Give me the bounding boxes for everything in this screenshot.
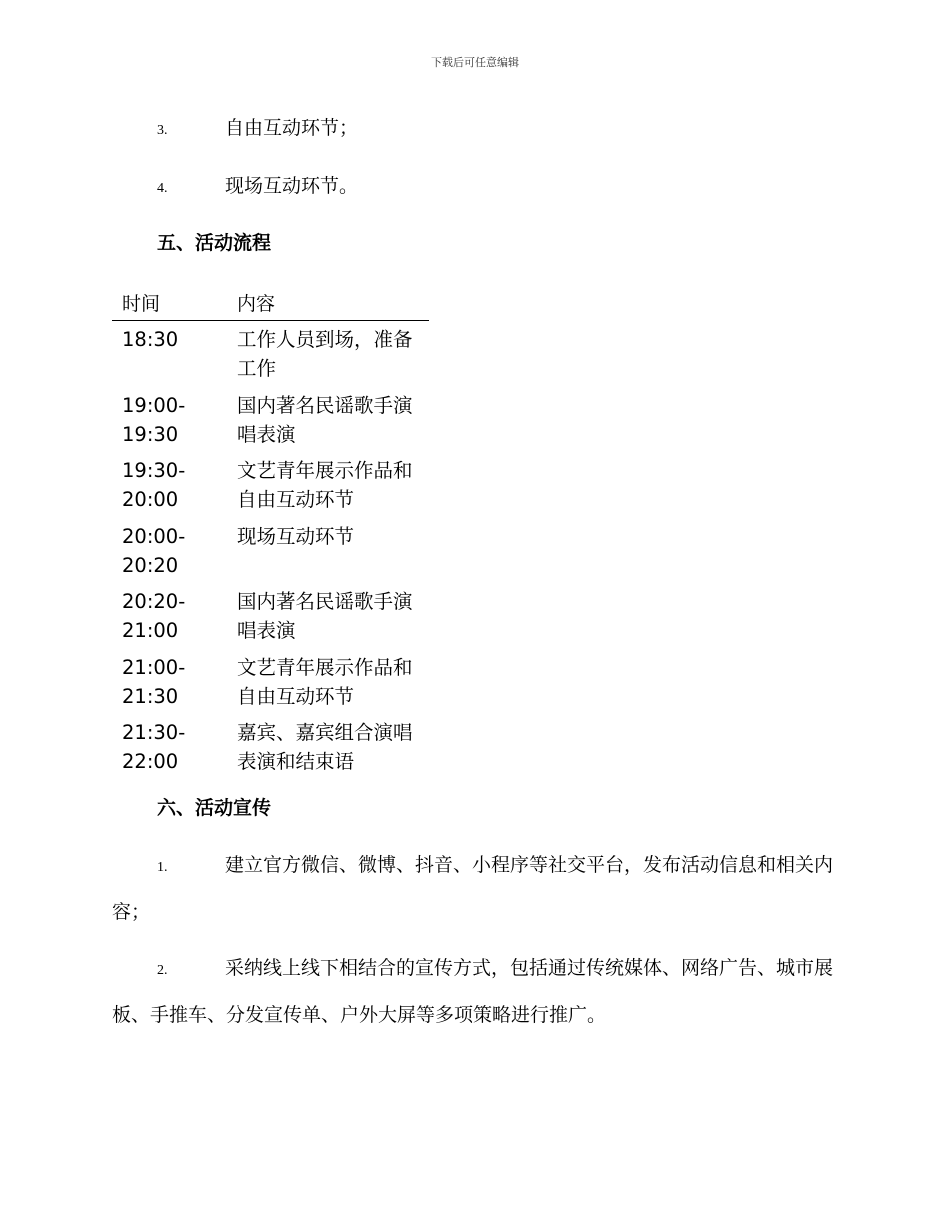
schedule-content: 文艺青年展示作品和自由互动环节 [237, 459, 413, 511]
schedule-time: 21:00-21:30 [122, 655, 186, 708]
list-item-text: 现场互动环节。 [225, 175, 359, 197]
schedule-header-row [112, 287, 429, 321]
promotion-item [112, 946, 837, 1038]
table-row [112, 321, 429, 387]
list-item-number: 3. [157, 123, 168, 138]
schedule-content: 文艺青年展示作品和自由互动环节 [237, 655, 413, 708]
schedule-time: 20:00-20:20 [122, 524, 186, 577]
schedule-content: 现场互动环节 [237, 524, 355, 548]
list-item [157, 114, 358, 145]
table-row [112, 518, 429, 584]
schedule-content: 工作人员到场，准备工作 [237, 328, 413, 380]
schedule-time: 18:30 [122, 328, 179, 351]
column-header-time: 时间 [122, 293, 161, 315]
promotion-item [112, 843, 837, 935]
schedule-content: 国内著名民谣歌手演唱表演 [237, 393, 413, 446]
schedule-time: 19:00-19:30 [122, 393, 186, 446]
table-row [112, 714, 429, 780]
table-row [112, 452, 429, 518]
list-item [157, 172, 358, 203]
page-header: 下载后可任意编辑 [431, 56, 519, 69]
promotion-item-number: 2. [157, 963, 168, 978]
schedule-table [112, 287, 429, 780]
column-header-content: 内容 [237, 293, 276, 315]
table-row [112, 649, 429, 715]
section-heading-promotion: 六、活动宣传 [157, 797, 272, 819]
schedule-content: 国内著名民谣歌手演唱表演 [237, 590, 413, 642]
schedule-time: 20:20-21:00 [122, 590, 186, 642]
promotion-item-text: 建立官方微信、微博、抖音、小程序等社交平台，发布活动信息和相关内容； [112, 854, 834, 923]
table-row [112, 583, 429, 649]
table-row [112, 387, 429, 453]
promotion-item-text: 采纳线上线下相结合的宣传方式，包括通过传统媒体、网络广告、城市展板、手推车、分发宣传单、户外大屏等多项策略进行推广。 [112, 957, 834, 1026]
section-heading-process: 五、活动流程 [157, 232, 272, 254]
schedule-time: 19:30-20:00 [122, 459, 186, 511]
list-item-text: 自由互动环节； [225, 117, 359, 139]
schedule-content: 嘉宾、嘉宾组合演唱表演和结束语 [237, 721, 413, 773]
list-item-number: 4. [157, 181, 168, 196]
schedule-time: 21:30-22:00 [122, 721, 186, 773]
promotion-item-number: 1. [157, 860, 168, 875]
